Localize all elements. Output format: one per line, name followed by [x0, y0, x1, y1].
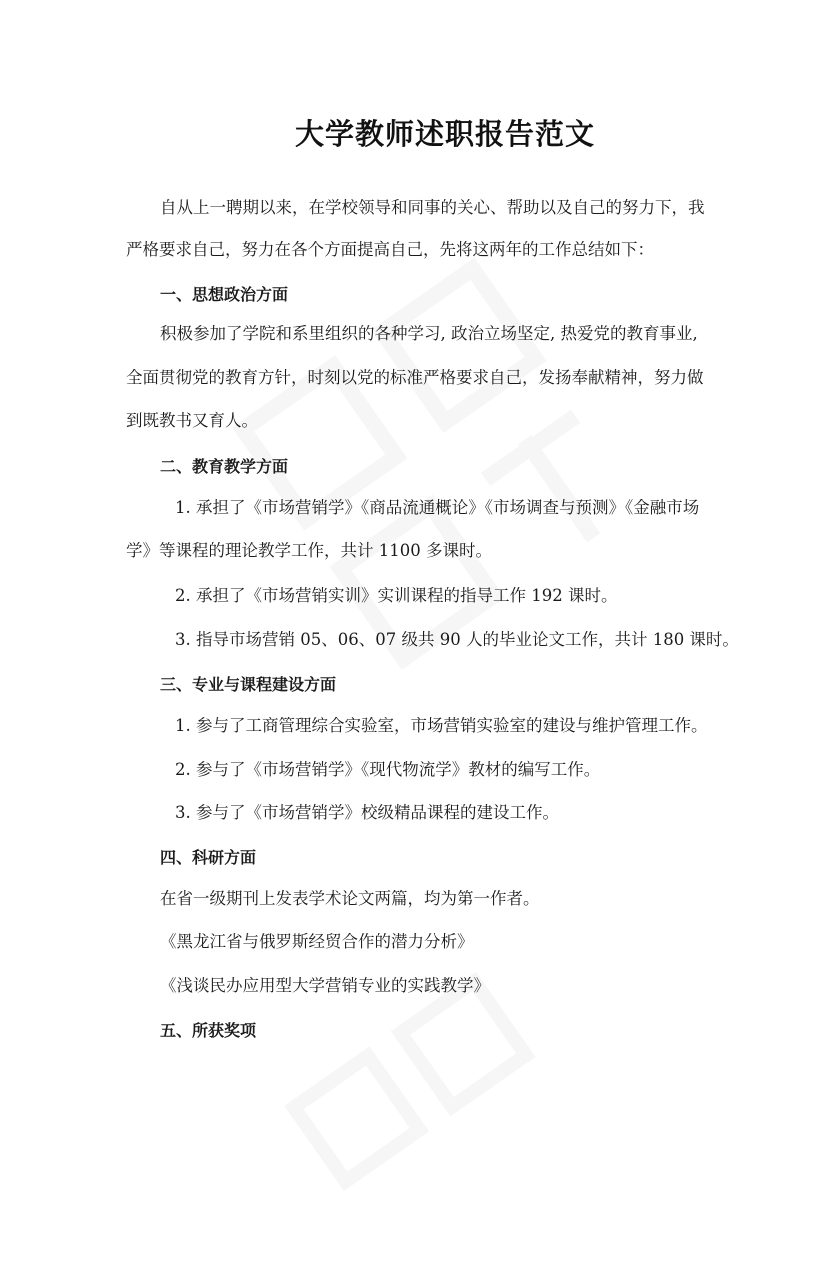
section-4-line-1: 在省一级期刊上发表学术论文两篇，均为第一作者。 — [160, 889, 540, 908]
section-3-item-2: 2. 参与了《市场营销学》《现代物流学》教材的编写工作。 — [175, 760, 601, 779]
section-3-heading: 三、专业与课程建设方面 — [160, 675, 337, 694]
section-4-paper-1: 《黑龙江省与俄罗斯经贸合作的潜力分析》 — [160, 932, 474, 951]
intro-line-2: 严格要求自己，努力在各个方面提高自己，先将这两年的工作总结如下： — [126, 240, 654, 259]
section-3-item-3: 3. 参与了《市场营销学》校级精品课程的建设工作。 — [175, 803, 559, 822]
section-2-item-2: 2. 承担了《市场营销实训》实训课程的指导工作 192 课时。 — [175, 586, 618, 605]
section-2-item-1-line-2: 学》等课程的理论教学工作，共计 1100 多课时。 — [126, 541, 492, 560]
watermark-graphic-bottom — [266, 954, 594, 1266]
section-1-line-2: 全面贯彻党的教育方针，时刻以党的标准严格要求自己，发扬奉献精神，努力做 — [126, 368, 704, 387]
section-1-line-1: 积极参加了学院和系里组织的各种学习, 政治立场坚定, 热爱党的教育事业, — [160, 324, 698, 343]
document-title: 大学教师述职报告范文 — [294, 117, 595, 151]
intro-line-1: 自从上一聘期以来，在学校领导和同事的关心、帮助以及自己的努力下，我 — [160, 198, 705, 217]
section-1-line-3: 到既教书又育人。 — [126, 411, 258, 430]
section-2-item-3: 3. 指导市场营销 05、06、07 级共 90 人的毕业论文工作，共计 180 课时。 — [175, 630, 739, 649]
section-5-heading: 五、所获奖项 — [160, 1021, 257, 1040]
section-4-paper-2: 《浅谈民办应用型大学营销专业的实践教学》 — [160, 976, 490, 995]
section-1-heading: 一、思想政治方面 — [160, 285, 289, 304]
section-2-item-1-line-1: 1. 承担了《市场营销学》《商品流通概论》《市场调查与预测》《金融市场 — [175, 498, 700, 517]
section-3-item-1: 1. 参与了工商管理综合实验室，市场营销实验室的建设与维护管理工作。 — [175, 716, 708, 735]
section-2-heading: 二、教育教学方面 — [160, 457, 289, 476]
section-4-heading: 四、科研方面 — [160, 848, 257, 867]
